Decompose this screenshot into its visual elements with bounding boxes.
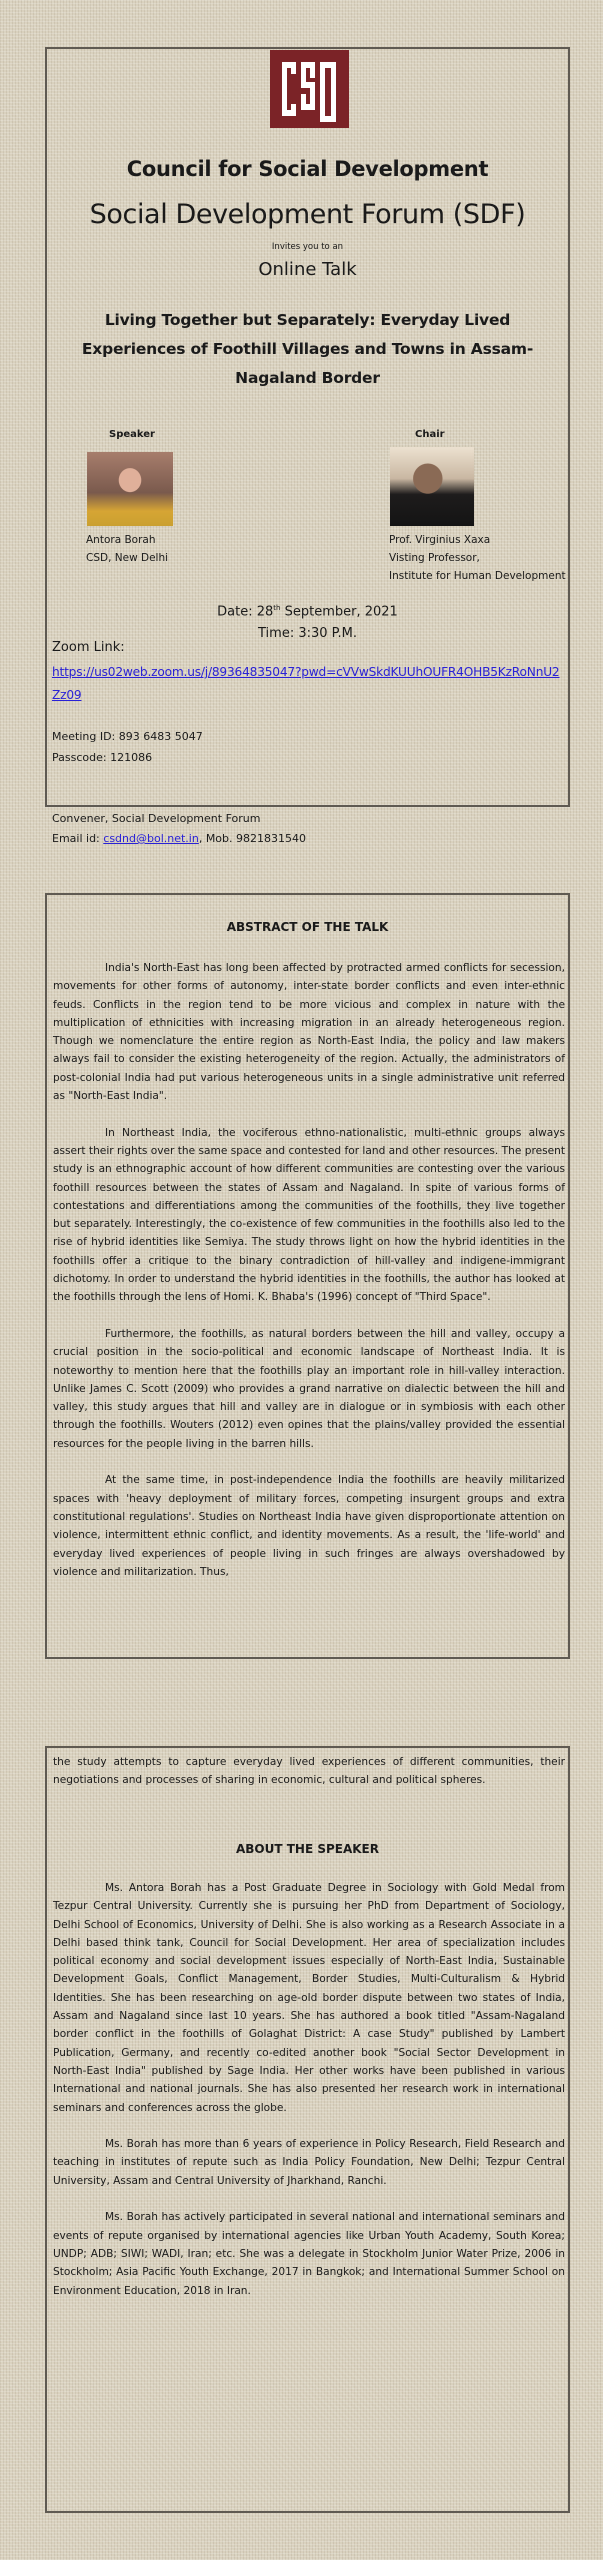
organization-name: Council for Social Development (126, 157, 489, 181)
invite-line: Invites you to an (271, 242, 344, 252)
about-speaker-body (53, 1879, 565, 2318)
zoom-link-label: Zoom Link: (52, 640, 125, 655)
chair-photo (390, 447, 474, 526)
bio-paragraph: Ms. Borah has actively participated in several national and international seminars and events of repute organised by international agencies like Urban Youth Academy, South Korea; UNDP; ADB; SIWI; WADI, Iran; etc. She was a delegate in Stockholm Junior Water Prize, 2006 in Stockholm; Asia Pacific Youth Exchange, 2017 in Bangkok; and International Summer School on Environment Education, 2018 in Iran. (53, 2211, 565, 2297)
abstract-paragraph: India's North-East has long been affected by protracted armed conflicts for secession, movements for other forms of autonomy, inter-state border conflicts and even inter-ethnic feuds. Conflicts in the region tend to be more vicious and complex in nature with the multiplication of ethnicities with increasing migration in an already heterogeneous region. Though we nomenclature the entire region as North-East India, the policy and law makers always fail to consider the existing heterogeneity of the region. Actually, the administrators of post-colonial India had put various heterogeneous units in a single administrative unit referred as "North-East India". (53, 962, 565, 1103)
bio-paragraph: Ms. Antora Borah has a Post Graduate Degree in Sociology with Gold Medal from Tezpur Central University. Currently she is pursuing her PhD from Department of Sociology, Delhi School of Economics, University of Delhi. She is also working as a Research Associate in a Delhi based think tank, Council for Social Development. Her area of specialization includes political economy and social development issues especially of North-East India, Sustainable Development Goals, Conflict Management, Border Studies, Multi-Culturalism & Hybrid Identities. She has been researching on age-old border dispute between two states of India, Assam and Nagaland since last 10 years. She has authored a book titled "Assam-Nagaland border conflict in the foothills of Golaghat District: A case Study" published by Lambert Publication, Germany, and recently co-edited another book "Social Sector Development in North-East India" published by Sage India. Her other works have been published in various International and national journals. She has also presented her research work in international seminars and conferences across the globe. (53, 1882, 565, 2114)
bio-paragraph: Ms. Borah has more than 6 years of experience in Policy Research, Field Research and teaching in institutes of repute such as India Policy Foundation, New Delhi; Tezpur Central University, Assam and Central University of Jharkhand, Ranchi. (53, 2138, 565, 2187)
abstract-continuation: the study attempts to capture everyday lived experiences of different communities, their negotiations and processes of sharing in economic, cultural and political spheres. (53, 1756, 565, 1787)
meeting-id: Meeting ID: 893 6483 5047 (52, 730, 203, 743)
speaker-affiliation: CSD, New Delhi (86, 552, 169, 564)
speaker-bio-panel (45, 1746, 570, 2513)
speaker-name: Antora Borah (86, 534, 156, 546)
chair-institute: Institute for Human Development (389, 570, 566, 582)
contact-info (52, 809, 306, 849)
chair-position: Visting Professor, (389, 552, 480, 564)
zoom-link[interactable]: https://us02web.zoom.us/j/89364835047?pwd=cVVwSkdKUUhOUFR4OHB5KzRoNnU2Zz09 (52, 665, 560, 702)
meeting-details (52, 726, 203, 768)
csd-logo (270, 50, 349, 128)
event-type: Online Talk (258, 259, 357, 280)
chair-name: Prof. Virginius Xaxa (389, 534, 491, 546)
invitation-panel (45, 47, 570, 845)
passcode: Passcode: 121086 (52, 751, 153, 764)
forum-name: Social Development Forum (SDF) (89, 199, 526, 230)
speaker-info (86, 531, 168, 567)
abstract-body (53, 959, 565, 1599)
email-link[interactable]: csdnd@bol.net.in (103, 832, 199, 845)
event-time: Time: 3:30 P.M. (258, 626, 357, 642)
convener: Convener, Social Development Forum (52, 812, 261, 825)
abstract-paragraph: In Northeast India, the vociferous ethno-nationalistic, multi-ethnic groups always assert their rights over the same space and contested for land and other resources. The present study is an ethnographic account of how different communities are contesting over the various foothill resources between the states of Assam and Nagaland. In spite of various forms of contestations and differentiations among the communities of the foothills, they live together but separately. Interestingly, the co-existence of few communities in the foothills also led to the rise of hybrid identities like Semiya. The study throws light on how the hybrid identities in the foothills offer a critique to the binary contradiction of hill-valley and indigene-immigrant dichotomy. In order to understand the hybrid identities in the foothills, the author has looked at the foothills through the lens of Homi. K. Bhaba's (1996) concept of "Third Space". (53, 1126, 565, 1304)
about-speaker-heading: ABOUT THE SPEAKER (235, 1842, 379, 1856)
chair-info (389, 531, 566, 585)
abstract-paragraph: At the same time, in post-independence India the foothills are heavily militarized spaces with 'heavy deployment of military forces, competing insurgent groups and extra constitutional regulations'. Studies on Northeast India have given disproportionate attention on violence, intermittent ethnic conflict, and identity movements. As a result, the 'life-world' and everyday lived experiences of people living in such fringes are always overshadowed by violence and militarization. Thus, (53, 1474, 565, 1578)
talk-title: Living Together but Separately: Everyday Lived Experiences of Foothill Villages and Towns in Assam-Nagaland Border (81, 311, 534, 387)
csd-logo-mark (270, 50, 349, 128)
email-line: Email id: csdnd@bol.net.in, Mob. 9821831540 (52, 832, 307, 845)
abstract-heading: ABSTRACT OF THE TALK (226, 920, 389, 934)
abstract-panel (45, 893, 570, 1659)
chair-label: Chair (415, 429, 445, 440)
speaker-photo (87, 452, 173, 526)
speaker-label: Speaker (109, 429, 155, 440)
event-date: Date: 28th September, 2021 (217, 604, 398, 620)
schedule (47, 597, 568, 645)
abstract-paragraph: Furthermore, the foothills, as natural borders between the hill and valley, occupy a crucial position in the socio-political and economic landscape of Northeast India. It is noteworthy to mention here that the foothills play an important role in hill-valley interaction. Unlike James C. Scott (2009) who provides a grand narrative on dialectic between the hill and valley, this study argues that hill and valley are in dialogue or in symbiosis with each other through the foothills. Wouters (2012) even opines that the plains/valley provided the essential resources for the people living in the barren hills. (53, 1327, 565, 1450)
